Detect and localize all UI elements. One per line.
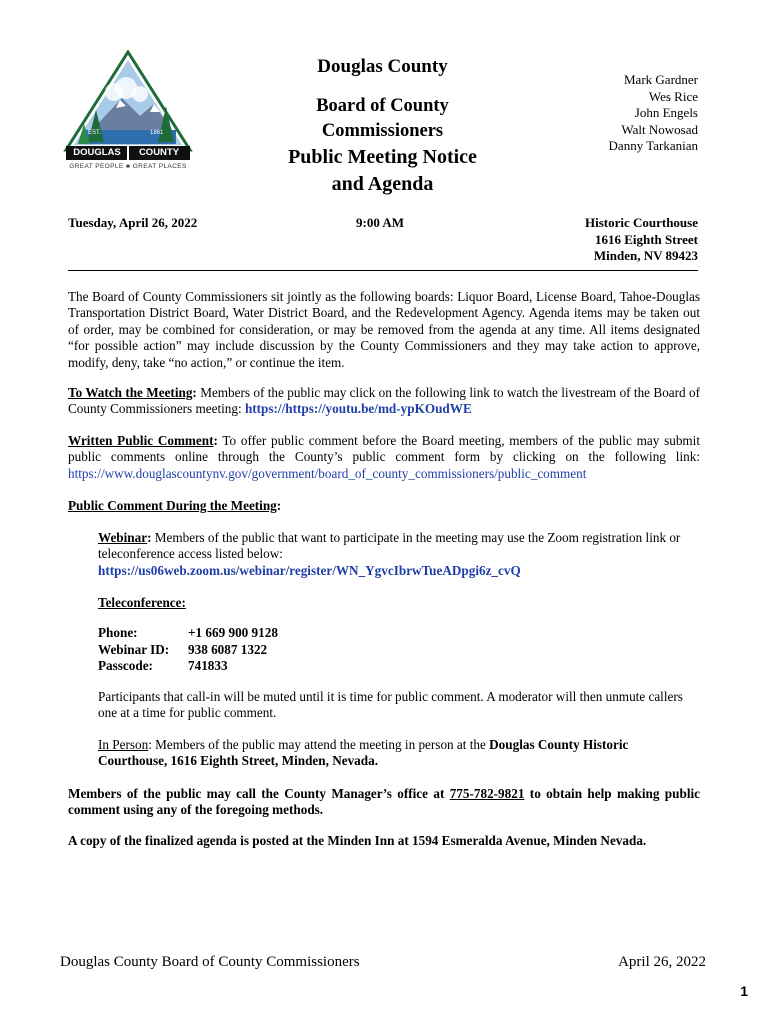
zoom-registration-link[interactable]: https://us06web.zoom.us/webinar/register/WN_YgvcIbrwTueADpgi6z_cvQ [98, 562, 521, 578]
livestream-link[interactable]: https://https://youtu.be/md-ypKOudWE [244, 401, 472, 417]
passcode-label: Passcode: [98, 658, 153, 674]
location-line1: Historic Courthouse [584, 215, 698, 230]
commissioner-name: Wes Rice [648, 88, 698, 104]
commissioner-name: Walt Nowosad [621, 121, 698, 137]
teleconference-section [98, 595, 698, 675]
help-paragraph [68, 786, 700, 819]
location-line3: Minden, NV 89423 [593, 248, 698, 263]
board-title-line1: Board of County [316, 96, 449, 116]
county-logo [62, 50, 194, 175]
copy-notice: A copy of the finalized agenda is posted at the Minden Inn at 1594 Esmeralda Avenue, Minden Nevada. [68, 833, 647, 848]
written-text: To offer public comment before the Board meeting, members of the public may submit public comments online through the County’s public comment form by clicking on the following link: [68, 433, 701, 465]
webinar-id-row [98, 642, 698, 658]
watch-text: Members of the public may click on the following link to watch the livestream of the Board of County Commissioners meeting: [68, 385, 701, 417]
webinar-id-label: Webinar ID: [98, 641, 170, 657]
written-comment-section: Written Public Comment: To offer public comment before the Board meeting, members of the public may submit public comments online through the County’s public comment form by clicking on the following link: https://www.douglascountynv.gov/government/board_of_county_commissioners/public_comment [68, 433, 701, 481]
phone-row [98, 625, 698, 641]
county-manager-phone[interactable]: 775-782-9821 [449, 786, 525, 801]
passcode-row [98, 658, 698, 674]
meeting-time: 9:00 AM [356, 215, 405, 230]
phone-label: Phone: [98, 625, 138, 641]
during-heading: Public Comment During the Meeting [68, 498, 277, 513]
page-number: 1 [740, 983, 748, 999]
location-line2: 1616 Eighth Street [594, 231, 698, 247]
header-divider [68, 270, 698, 271]
county-name: Douglas County [317, 56, 448, 77]
phone-value: +1 669 900 9128 [188, 625, 278, 641]
passcode-value: 741833 [188, 658, 228, 674]
help-text-after: to obtain help making public comment using any of the foregoing methods. [68, 786, 700, 818]
footer-date: April 26, 2022 [618, 954, 706, 970]
commissioner-name: Danny Tarkanian [608, 138, 698, 153]
during-section: Public Comment During the Meeting: [68, 498, 282, 513]
webinar-text: Members of the public that want to participate in the meeting may use the Zoom registration link or teleconference access listed below: [98, 530, 681, 562]
intro-paragraph: The Board of County Commissioners sit jointly as the following boards: Liquor Board, License Board, Tahoe-Douglas Transportation District Board, Water District Board, and the Redevelopment Agency. Agenda items may be taken out of order, may be combined for consideration, or may be removed from the agenda at any time. All items designated “for possible action” may include discussion by the County Commissioners and they may take action to approve, modify, deny, take “no action,” or continue the item. [68, 289, 700, 370]
meeting-location [585, 215, 698, 265]
board-title-line2: Commissioners [321, 121, 444, 141]
notice-title-line1: Public Meeting Notice [288, 146, 477, 168]
logo-est-right: 1861 [150, 130, 164, 136]
written-heading: Written Public Comment [68, 433, 214, 448]
footer-left: Douglas County Board of County Commissioners [60, 954, 360, 970]
in-person-section: In Person: Members of the public may attend the meeting in person at the Douglas County Historic Courthouse, 1616 Eighth Street, Minden, Nevada. [98, 737, 629, 769]
commissioner-name: John Engels [634, 105, 698, 120]
commissioners-list [609, 72, 698, 155]
commissioner-name: Mark Gardner [624, 72, 698, 87]
meeting-date: Tuesday, April 26, 2022 [68, 215, 198, 230]
notice-title-line2: and Agenda [331, 173, 434, 195]
help-text-before: Members of the public may call the County Manager’s office at [68, 786, 445, 801]
participants-note: Participants that call-in will be muted until it is time for public comment. A moderator will then unmute callers one at a time for public comment. [98, 689, 683, 721]
webinar-id-value: 938 6087 1322 [188, 641, 268, 657]
watch-heading: To Watch the Meeting [68, 385, 193, 400]
logo-tagline: GREAT PEOPLE ♣ GREAT PLACES [69, 163, 187, 170]
logo-est-left: EST. [88, 130, 101, 136]
watch-section: To Watch the Meeting: Members of the public may click on the following link to watch the livestream of the Board of County Commissioners meeting: https://https://youtu.be/md-ypKOudWE [68, 385, 701, 417]
logo-left-text: DOUGLAS [73, 147, 121, 158]
in-person-heading: In Person [98, 737, 149, 752]
webinar-heading: Webinar [98, 530, 148, 545]
webinar-section: Webinar: Members of the public that want to participate in the meeting may use the Zoom registration link or teleconference access listed below: https://us06web.zoom.us/webinar/register/WN_YgvcIbrwTueADpgi6z_cvQ [98, 530, 681, 578]
in-person-place: Douglas County Historic Courthouse, 1616 Eighth Street, Minden, Nevada. [98, 737, 629, 769]
in-person-text: Members of the public may attend the meeting in person at the [155, 737, 486, 752]
teleconference-heading: Teleconference: [98, 595, 186, 610]
logo-right-text: COUNTY [138, 147, 180, 158]
public-comment-link[interactable]: https://www.douglascountynv.gov/government/board_of_county_commissioners/public_comment [68, 465, 587, 481]
